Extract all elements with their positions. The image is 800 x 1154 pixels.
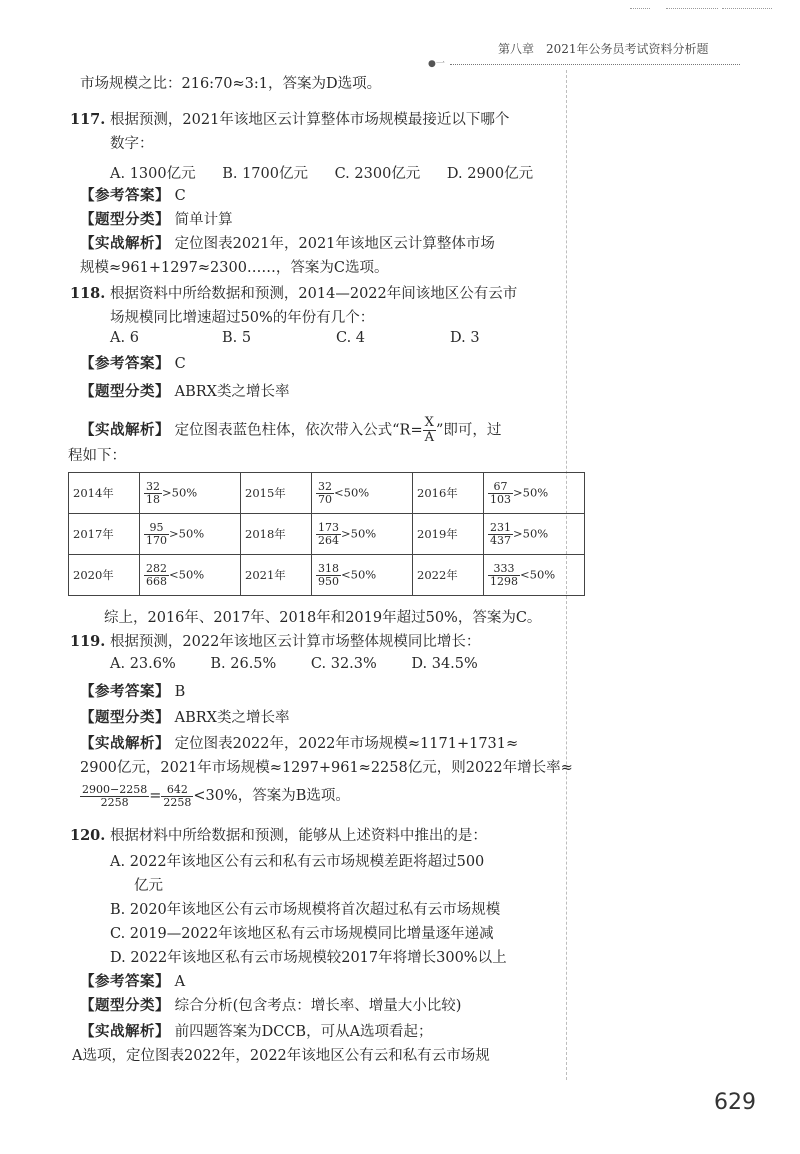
solution-119-formula xyxy=(80,782,350,810)
table-year-cell: 2018年 xyxy=(241,514,312,555)
option-b: B. 5 xyxy=(222,330,252,346)
question-number: 120. xyxy=(70,827,106,844)
answer-tag: 【参考答案】 xyxy=(80,356,170,372)
solution-text-tail: ”即可，过 xyxy=(435,422,502,439)
table-row xyxy=(69,555,585,596)
option-d: D. 2022年该地区私有云市场规模较2017年将增长300%以上 xyxy=(110,950,507,966)
fraction-denominator: 437 xyxy=(490,533,511,547)
header-rule xyxy=(450,64,740,65)
table-rate-cell xyxy=(312,473,413,514)
fraction-numerator: 95 xyxy=(144,522,169,535)
header-mark: ●一 xyxy=(428,59,445,69)
type-value: 简单计算 xyxy=(174,212,233,228)
solution-118 xyxy=(80,416,501,445)
fraction-1 xyxy=(80,784,149,809)
type-value: ABRX类之增长率 xyxy=(174,710,290,726)
comparison: >50% xyxy=(513,526,549,540)
type-value: 综合分析(包含考点：增长率、增量大小比较) xyxy=(174,998,462,1014)
fraction-2 xyxy=(161,784,193,809)
option-a: A. 1300亿元 xyxy=(110,166,196,182)
table-rate-cell xyxy=(484,514,585,555)
solution-tag: 【实战解析】 xyxy=(80,736,170,752)
option-b: B. 2020年该地区公有云市场规模将首次超过私有云市场规模 xyxy=(110,902,501,918)
question-118 xyxy=(70,284,517,304)
fraction-numerator: 333 xyxy=(488,563,520,576)
solution-text: 前四题答案为DCCB，可从A选项看起； xyxy=(174,1024,433,1040)
fraction-numerator: 282 xyxy=(146,561,167,575)
rate-fraction xyxy=(488,563,520,588)
fraction-numerator: 32 xyxy=(318,479,332,493)
option-a: A. 6 xyxy=(110,330,139,346)
question-text: 根据预测，2022年该地区云计算市场整体规模同比增长： xyxy=(109,634,481,650)
options-117 xyxy=(110,162,555,183)
option-a-cont: 亿元 xyxy=(134,878,163,894)
table-rate-cell xyxy=(484,473,585,514)
rate-fraction xyxy=(316,522,341,547)
table-rate-cell xyxy=(484,555,585,596)
type-tag: 【题型分类】 xyxy=(80,384,170,400)
type-tag: 【题型分类】 xyxy=(80,710,170,726)
option-c: C. 32.3% xyxy=(310,656,377,672)
solution-tag: 【实战解析】 xyxy=(80,236,170,252)
solution-120 xyxy=(80,1022,433,1042)
solution-119-cont: 2900亿元，2021年市场规模≈1297+961≈2258亿元，则2022年增长率≈ xyxy=(80,760,573,776)
type-120 xyxy=(80,996,461,1016)
question-120 xyxy=(70,826,487,846)
comparison: <50% xyxy=(334,485,370,499)
fraction-numerator: 318 xyxy=(318,561,339,575)
question-number: 118. xyxy=(70,285,106,302)
table-row xyxy=(69,514,585,555)
comparison: >50% xyxy=(169,526,205,540)
fraction-denominator: 70 xyxy=(318,492,332,506)
answer-118 xyxy=(80,354,186,374)
solution-117-cont: 规模≈961+1297≈2300……，答案为C选项。 xyxy=(80,260,389,276)
answer-tag: 【参考答案】 xyxy=(80,974,170,990)
fraction-denominator: 1298 xyxy=(490,574,518,588)
equals-sign: = xyxy=(149,788,162,804)
answer-120 xyxy=(80,972,185,992)
question-text: 根据预测，2021年该地区云计算整体市场规模最接近以下哪个 xyxy=(109,112,510,128)
question-text: 根据资料中所给数据和预测，2014—2022年间该地区公有云市 xyxy=(109,286,518,302)
fraction-denominator: 2258 xyxy=(163,795,192,809)
fraction-numerator: 32 xyxy=(146,479,160,493)
solution-117 xyxy=(80,234,495,254)
comparison: <50% xyxy=(341,567,377,581)
solution-text: 定位图表2021年，2021年该地区云计算整体市场 xyxy=(174,236,495,252)
option-d: D. 3 xyxy=(450,330,480,346)
question-119 xyxy=(70,632,480,652)
table-year-cell: 2014年 xyxy=(69,473,140,514)
page-number: 629 xyxy=(714,1090,756,1115)
fraction-numerator: 173 xyxy=(318,520,339,534)
solution-text: 定位图表蓝色柱体，依次带入公式“R= xyxy=(174,422,423,439)
fraction-denominator: 103 xyxy=(490,492,511,506)
table-year-cell: 2019年 xyxy=(413,514,484,555)
type-119 xyxy=(80,708,289,728)
table-year-cell: 2016年 xyxy=(413,473,484,514)
running-header: 第八章 2021年公务员考试资料分析题 xyxy=(498,42,709,56)
question-117 xyxy=(70,110,509,130)
type-value: ABRX类之增长率 xyxy=(174,384,290,400)
rate-fraction xyxy=(316,563,341,588)
question-text-cont: 场规模同比增速超过50%的年份有几个： xyxy=(110,310,375,326)
growth-rate-table xyxy=(68,472,585,596)
table-year-cell: 2022年 xyxy=(413,555,484,596)
type-tag: 【题型分类】 xyxy=(80,212,170,228)
answer-119 xyxy=(80,682,185,702)
table-row xyxy=(69,473,585,514)
rate-fraction xyxy=(316,481,334,506)
option-c: C. 2300亿元 xyxy=(334,166,421,182)
type-117 xyxy=(80,210,233,230)
answer-value: A xyxy=(174,974,186,990)
solution-tag: 【实战解析】 xyxy=(80,1024,170,1040)
comparison: >50% xyxy=(513,485,549,499)
fraction-numerator: 2900−2258 xyxy=(82,782,148,796)
question-text-cont: 数字： xyxy=(110,136,154,152)
rate-fraction xyxy=(144,522,169,547)
previous-answer-line: 市场规模之比：216:70≈3:1，答案为D选项。 xyxy=(80,76,382,92)
fraction-denominator: 170 xyxy=(146,533,167,547)
fraction-numerator: 67 xyxy=(488,481,513,494)
fraction-numerator: X xyxy=(423,416,436,431)
question-number: 117. xyxy=(70,111,106,128)
option-a: A. 23.6% xyxy=(110,656,176,672)
comparison: <50% xyxy=(169,567,205,581)
conclusion-118: 综上，2016年、2017年、2018年和2019年超过50%，答案为C。 xyxy=(104,610,542,626)
solution-118-cont: 程如下： xyxy=(68,448,126,464)
solution-119 xyxy=(80,734,518,754)
answer-value: B xyxy=(174,684,186,700)
top-scan-dots xyxy=(0,2,800,16)
comparison: >50% xyxy=(162,485,198,499)
table-rate-cell xyxy=(312,514,413,555)
rate-fraction xyxy=(144,481,162,506)
solution-120-cont: A选项，定位图表2022年，2022年该地区公有云和私有云市场规 xyxy=(72,1048,490,1064)
fraction-denominator: 2258 xyxy=(100,795,129,809)
answer-tag: 【参考答案】 xyxy=(80,684,170,700)
table-year-cell: 2017年 xyxy=(69,514,140,555)
type-118 xyxy=(80,382,289,402)
fraction-denominator: 18 xyxy=(146,492,160,506)
fraction-numerator: 642 xyxy=(161,784,193,797)
solution-tag: 【实战解析】 xyxy=(80,422,170,439)
rate-fraction xyxy=(488,481,513,506)
formula-fraction xyxy=(423,416,436,445)
rate-fraction xyxy=(488,522,513,547)
table-rate-cell xyxy=(140,514,241,555)
option-c: C. 2019—2022年该地区私有云市场规模同比增量逐年递减 xyxy=(110,926,494,942)
solution-text-tail: <30%，答案为B选项。 xyxy=(193,788,350,804)
option-b: B. 26.5% xyxy=(210,656,277,672)
options-119 xyxy=(110,656,508,672)
table-year-cell: 2015年 xyxy=(241,473,312,514)
option-a: A. 2022年该地区公有云和私有云市场规模差距将超过500 xyxy=(110,854,485,870)
table-year-cell: 2021年 xyxy=(241,555,312,596)
option-c: C. 4 xyxy=(336,330,366,346)
rate-fraction xyxy=(144,563,169,588)
solution-text: 定位图表2022年，2022年市场规模≈1171+1731≈ xyxy=(174,736,519,752)
option-d: D. 2900亿元 xyxy=(446,166,534,182)
comparison: >50% xyxy=(341,526,377,540)
option-d: D. 34.5% xyxy=(411,656,478,672)
fraction-denominator: 950 xyxy=(318,574,339,588)
comparison: <50% xyxy=(520,567,556,581)
fraction-denominator: A xyxy=(424,430,434,445)
answer-value: C xyxy=(174,188,186,204)
answer-117 xyxy=(80,186,186,206)
question-text: 根据材料中所给数据和预测，能够从上述资料中推出的是： xyxy=(109,828,487,844)
answer-value: C xyxy=(174,356,186,372)
table-rate-cell xyxy=(312,555,413,596)
fraction-numerator: 231 xyxy=(490,520,511,534)
question-number: 119. xyxy=(70,633,106,650)
fraction-denominator: 264 xyxy=(318,533,339,547)
option-b: B. 1700亿元 xyxy=(222,166,308,182)
fraction-denominator: 668 xyxy=(146,574,167,588)
table-rate-cell xyxy=(140,473,241,514)
table-year-cell: 2020年 xyxy=(69,555,140,596)
answer-tag: 【参考答案】 xyxy=(80,188,170,204)
type-tag: 【题型分类】 xyxy=(80,998,170,1014)
table-rate-cell xyxy=(140,555,241,596)
